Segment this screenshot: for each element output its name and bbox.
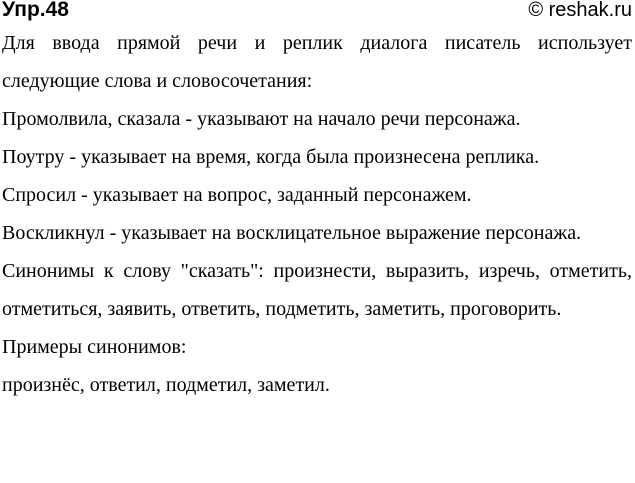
paragraph-examples-heading: Примеры синонимов: [2, 336, 187, 358]
paragraph-synonyms: Синонимы к слову "сказать": произнести, выразить, изречь, отметить, отметиться, заявить, ответить, подметить, заметить, проговорить. [2, 260, 632, 320]
paragraph-spoke: Промолвила, сказала - указывают на начало речи персонажа. [2, 108, 521, 130]
exercise-title: Упр.48 [2, 0, 69, 21]
header [2, 0, 632, 26]
source-watermark: © reshak.ru [528, 0, 632, 21]
paragraph-intro: Для ввода прямой речи и реплик диалога писатель использует следующие слова и словосочетания: [2, 32, 632, 92]
paragraph-exclaimed: Воскликнул - указывает на восклицательное выражение персонажа. [2, 222, 582, 244]
answer-text [2, 24, 632, 404]
paragraph-examples: произнёс, ответил, подметил, заметил. [2, 374, 330, 396]
paragraph-asked: Спросил - указывает на вопрос, заданный персонажем. [2, 184, 472, 206]
paragraph-morning: Поутру - указывает на время, когда была произнесена реплика. [2, 146, 540, 168]
document-page [2, 0, 632, 404]
